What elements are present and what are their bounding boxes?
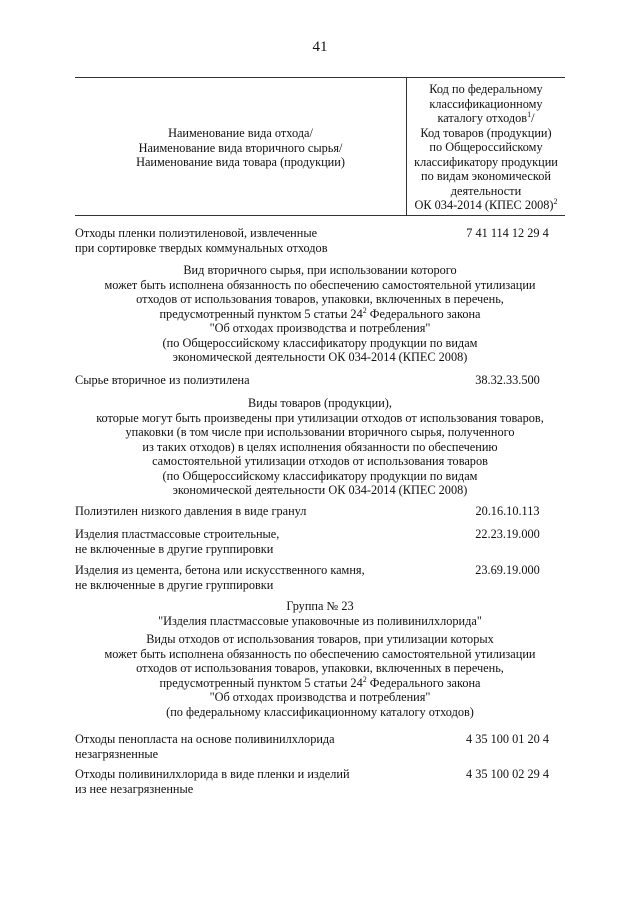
superscript: 2: [362, 674, 367, 684]
section-line: упаковки (в том числе при использовании вторичного сырья, полученного: [125, 425, 515, 439]
item-name-line: не включенные в другие группировки: [75, 541, 274, 556]
group-heading: [75, 599, 565, 628]
group-number: Группа № 23: [286, 599, 354, 613]
superscript: 2: [362, 305, 367, 315]
header-name-line: Наименование вида вторичного сырья/: [138, 140, 343, 155]
item-name: [75, 732, 415, 761]
header-code-line: по видам экономической: [421, 169, 551, 183]
section-line: может быть исполнена обязанность по обеспечению самостоятельной утилизации: [104, 277, 536, 292]
section-line: (по федеральному классификационному каталогу отходов): [166, 704, 474, 719]
section-line: самостоятельной утилизации отходов от использования товаров: [152, 454, 488, 468]
item-name-line: Сырье вторичное из полиэтилена: [75, 373, 250, 387]
section-products: [75, 396, 565, 498]
table-header: [75, 77, 565, 216]
section-line: может быть исполнена обязанность по обеспечению самостоятельной утилизации: [104, 646, 536, 661]
item-name-line: незагрязненные: [75, 746, 159, 761]
item-code: 7 41 114 12 29 4: [466, 226, 549, 240]
section-line: [75, 676, 565, 691]
footnote-ref-2: 2: [553, 197, 558, 206]
item-name-line: Отходы пленки полиэтиленовой, извлеченные: [75, 226, 318, 240]
item-name: [75, 226, 415, 255]
item-name: [75, 527, 415, 556]
section-text: предусмотренный пунктом 5 статьи 24: [159, 306, 363, 321]
header-code-line: [407, 111, 565, 126]
item-code: 23.69.19.000: [475, 563, 540, 577]
section-line: "Об отходах производства и потребления": [209, 321, 431, 335]
item-name-line: Отходы пенопласта на основе поливинилхлорида: [75, 732, 335, 746]
footnote-ref-1: 1: [527, 110, 532, 119]
section-text: предусмотренный пунктом 5 статьи 24: [159, 675, 363, 690]
item-name: [75, 504, 415, 519]
item-name-line: Изделия из цемента, бетона или искусственного камня,: [75, 563, 365, 577]
group-title: "Изделия пластмассовые упаковочные из поливинилхлорида": [158, 613, 482, 628]
item-name-line: Отходы поливинилхлорида в виде пленки и изделий: [75, 767, 350, 781]
section-line: (по Общероссийскому классификатору продукции по видам: [162, 335, 478, 350]
header-code-text: ОК 034-2014 (КПЕС 2008): [414, 198, 554, 212]
header-code-text: /: [531, 111, 535, 125]
header-code-line: классификатору продукции: [414, 154, 558, 169]
section-waste-types: [75, 632, 565, 719]
item-name-line: не включенные в другие группировки: [75, 577, 274, 592]
header-name-line: Наименование вида товара (продукции): [136, 155, 345, 169]
item-name-line: Изделия пластмассовые строительные,: [75, 527, 280, 541]
section-secondary-raw-material: [75, 263, 565, 365]
section-line: Вид вторичного сырья, при использовании которого: [183, 263, 457, 277]
section-text: Федерального закона: [366, 306, 481, 321]
item-code: 38.32.33.500: [475, 373, 540, 387]
header-code-line: Код по федеральному: [429, 82, 543, 96]
item-code: 20.16.10.113: [475, 504, 540, 518]
section-line: отходов от использования товаров, упаковки, включенных в перечень,: [136, 292, 504, 306]
section-line: отходов от использования товаров, упаковки, включенных в перечень,: [136, 661, 504, 675]
item-name-line: Полиэтилен низкого давления в виде гранул: [75, 504, 307, 518]
item-name-line: при сортировке твердых коммунальных отходов: [75, 240, 328, 255]
item-name: [75, 563, 415, 592]
header-code-text: каталогу отходов: [437, 111, 528, 125]
item-code: 22.23.19.000: [475, 527, 540, 541]
item-name-line: из нее незагрязненные: [75, 781, 194, 796]
section-line: Виды товаров (продукции),: [248, 396, 392, 410]
item-name: [75, 373, 415, 388]
item-code: 4 35 100 01 20 4: [465, 732, 549, 746]
header-name-column: [75, 126, 406, 170]
section-line: (по Общероссийскому классификатору продукции по видам: [162, 468, 478, 483]
section-text: Федерального закона: [366, 675, 481, 690]
item-code: 4 35 100 02 29 4: [465, 767, 549, 781]
header-code-line: деятельности: [450, 183, 522, 198]
section-line: которые могут быть произведены при утилизации отходов от использования товаров,: [96, 410, 544, 425]
header-code-column: [407, 82, 565, 213]
section-line: Виды отходов от использования товаров, при утилизации которых: [146, 632, 494, 646]
header-name-line: Наименование вида отхода/: [168, 126, 313, 140]
item-name: [75, 767, 415, 796]
section-line: из таких отходов) в целях исполнения обязанности по обеспечению: [142, 439, 498, 454]
section-line: экономической деятельности ОК 034-2014 (КПЕС 2008): [172, 350, 468, 364]
section-line: "Об отходах производства и потребления": [209, 690, 431, 704]
header-code-line: классификационному: [429, 96, 543, 111]
header-code-line: Код товаров (продукции): [420, 125, 552, 140]
section-line: [75, 307, 565, 322]
header-code-line: по Общероссийскому: [429, 140, 543, 154]
section-line: экономической деятельности ОК 034-2014 (КПЕС 2008): [172, 483, 468, 497]
header-code-line: [407, 198, 565, 213]
page-number: 41: [312, 39, 328, 55]
